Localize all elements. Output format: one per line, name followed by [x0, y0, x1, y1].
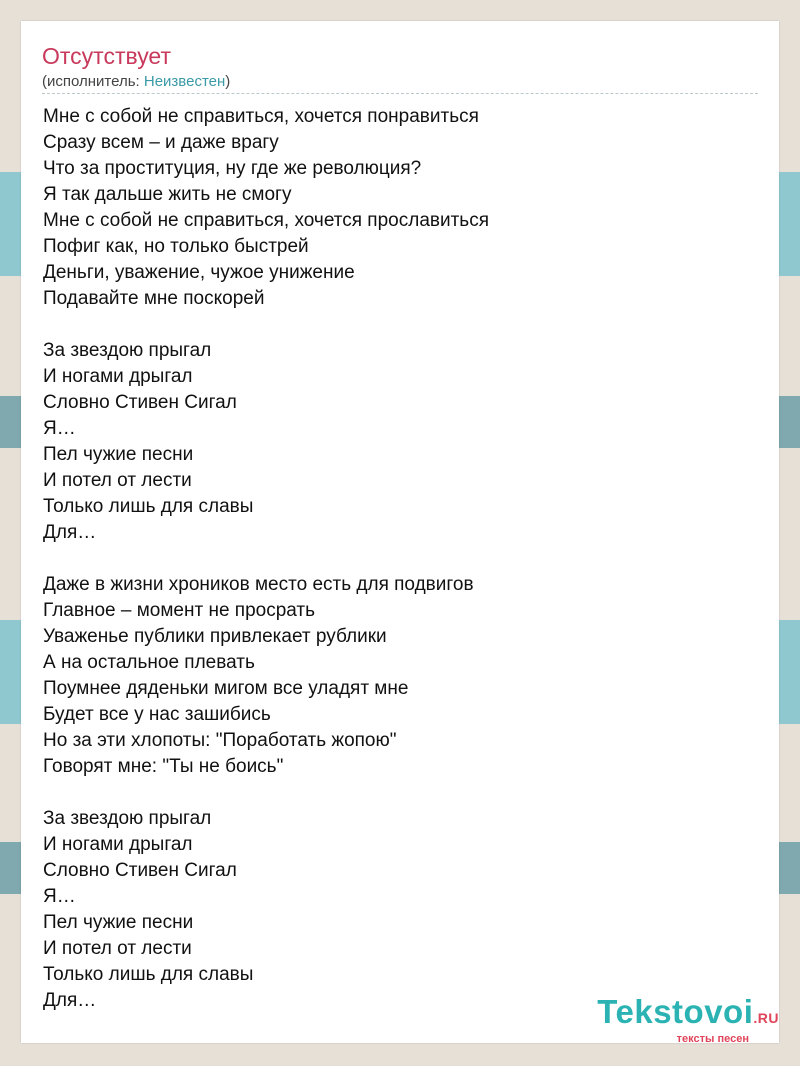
stanza-break: [43, 546, 759, 572]
lyric-line: Что за проституция, ну где же революция?: [43, 158, 422, 179]
lyric-line: Словно Стивен Сигал: [43, 392, 237, 413]
lyric-line: Я так дальше жить не смогу: [43, 184, 292, 205]
title-divider: [42, 93, 758, 94]
lyric-line: Будет все у нас зашибись: [43, 704, 271, 725]
lyric-line: Подавайте мне поскорей: [43, 288, 265, 309]
lyric-line: А на остальное плевать: [43, 652, 255, 673]
lyric-line: Мне с собой не справиться, хочется понравиться: [43, 106, 479, 127]
lyrics-card: [21, 21, 779, 1043]
logo-brand-text: Tekstovoi: [597, 993, 754, 1030]
lyric-line: И ногами дрыгал: [43, 366, 193, 387]
performer-prefix: (исполнитель:: [42, 73, 144, 90]
lyric-line: Говорят мне: "Ты не боись": [43, 756, 284, 777]
lyric-line: Только лишь для славы: [43, 496, 254, 517]
lyric-line: Уваженье публики привлекает рублики: [43, 626, 387, 647]
lyric-line: Для…: [43, 990, 97, 1011]
lyrics-text: [43, 104, 759, 1014]
site-logo[interactable]: [597, 995, 779, 1045]
stanza-break: [43, 780, 759, 806]
performer-suffix: ): [225, 73, 231, 90]
stanza-break: [43, 312, 759, 338]
lyric-line: И ногами дрыгал: [43, 834, 193, 855]
lyric-line: И потел от лести: [43, 470, 192, 491]
lyric-line: Пофиг как, но только быстрей: [43, 236, 309, 257]
lyric-line: Словно Стивен Сигал: [43, 860, 237, 881]
logo-tagline: тексты песен: [676, 1033, 749, 1045]
lyric-line: За звездою прыгал: [43, 808, 212, 829]
lyric-line: Даже в жизни хроников место есть для подвигов: [43, 574, 474, 595]
lyric-line: За звездою прыгал: [43, 340, 212, 361]
logo-brand: [597, 995, 779, 1035]
lyric-line: Деньги, уважение, чужое унижение: [43, 262, 355, 283]
lyric-line: Я…: [43, 886, 76, 907]
lyric-line: Главное – момент не просрать: [43, 600, 316, 621]
lyric-line: И потел от лести: [43, 938, 192, 959]
lyric-line: Только лишь для славы: [43, 964, 254, 985]
lyric-line: Мне с собой не справиться, хочется прославиться: [43, 210, 489, 231]
song-title: Отсутствует: [42, 43, 171, 69]
lyric-line: Но за эти хлопоты: "Поработать жопою": [43, 730, 397, 751]
lyric-line: Пел чужие песни: [43, 444, 194, 465]
lyric-line: Сразу всем – и даже врагу: [43, 132, 279, 153]
lyric-line: Для…: [43, 522, 97, 543]
performer-line: [42, 73, 230, 90]
lyric-line: Поумнее дяденьки мигом все уладят мне: [43, 678, 409, 699]
artist-link[interactable]: Неизвестен: [143, 73, 226, 90]
lyric-line: Пел чужие песни: [43, 912, 194, 933]
lyric-line: Я…: [43, 418, 76, 439]
logo-tld: .RU: [753, 1010, 779, 1026]
